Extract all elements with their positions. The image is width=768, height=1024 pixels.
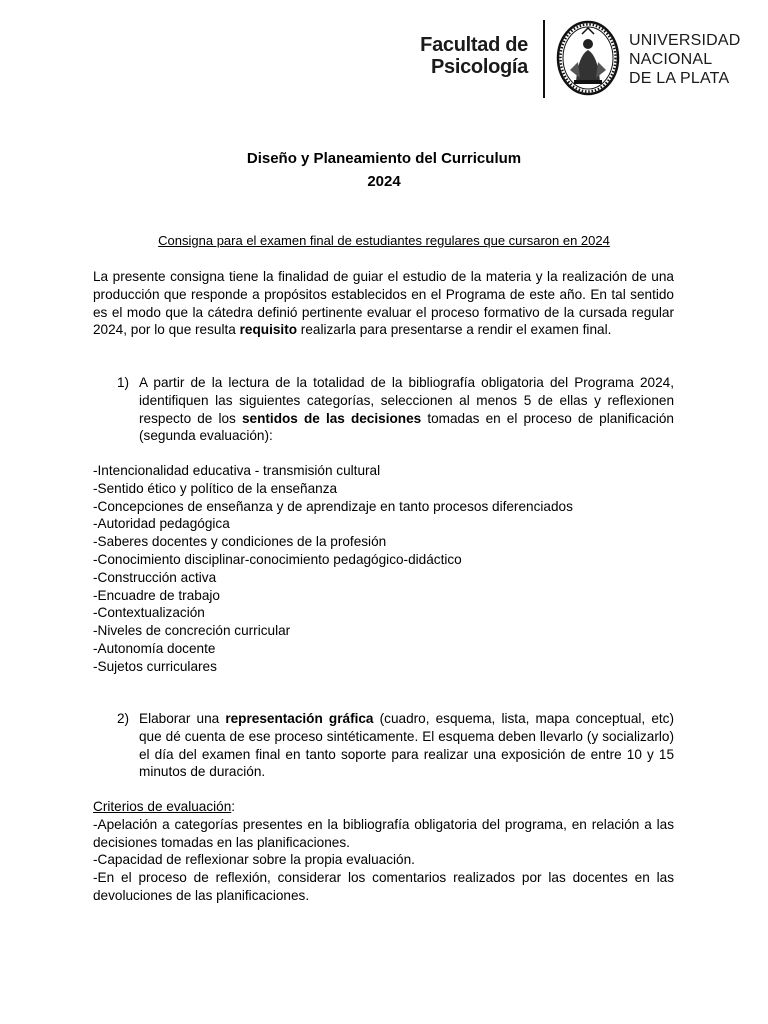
list-item: -Encuadre de trabajo [93, 587, 220, 603]
university-line-3: DE LA PLATA [629, 70, 730, 87]
list-item: -Sentido ético y político de la enseñanza [93, 480, 338, 496]
item-1-text-before: A partir de la lectura de la totalidad de la bibliografía obligatoria del Programa 2024, identifiquen las siguientes categorías, seleccionen al menos 5 de ellas y reflexionen respecto de los [139, 375, 674, 426]
list-item: -Contextualización [93, 605, 205, 621]
criteria-section [93, 798, 674, 905]
criteria-heading [93, 798, 674, 816]
university-line-2: NACIONAL [629, 51, 713, 68]
category-list [93, 462, 674, 676]
criteria-colon: : [231, 799, 236, 814]
item-2-number: 2) [117, 711, 130, 726]
item-2-bold: representación gráfica [225, 711, 374, 726]
list-item: -Sujetos curriculares [93, 658, 217, 674]
university-name [629, 31, 741, 88]
faculty-line-1: Facultad de [420, 34, 528, 56]
list-item: -Saberes docentes y condiciones de la profesión [93, 534, 387, 550]
criteria-title: Criterios de evaluación [93, 799, 232, 814]
header-divider [543, 20, 545, 98]
item-1-text [139, 374, 674, 445]
criteria-item: -Capacidad de reflexionar sobre la propia evaluación. [93, 852, 415, 868]
faculty-line-2: Psicología [430, 56, 528, 78]
criteria-item: -Apelación a categorías presentes en la bibliografía obligatoria del programa, en relación a las decisiones tomadas en las planificaciones. [93, 816, 674, 850]
intro-text-after: realizarla para presentarse a rendir el examen final. [297, 322, 612, 338]
item-1-number: 1) [117, 375, 130, 390]
university-seal-icon [556, 20, 620, 96]
document-title: Diseño y Planeamiento del Curriculum [246, 150, 522, 167]
item-2-text-after: (cuadro, esquema, lista, mapa conceptual, etc) que dé cuenta de ese proceso sintéticamente. El esquema deben llevarlo (y socializarlo) el día del examen final en tanto soporte para realizar una exposición de entre 10 y 15 minutos de duración. [139, 711, 674, 780]
consigna-heading: Consigna para el examen final de estudiantes regulares que cursaron en 2024 [158, 233, 610, 248]
list-item: -Autoridad pedagógica [93, 516, 230, 532]
item-1-text-after: tomadas en el proceso de planificación (segunda evaluación): [139, 410, 674, 444]
criteria-item: -En el proceso de reflexión, considerar los comentarios realizados por las docentes en las devoluciones de las planificaciones. [93, 870, 674, 903]
list-item: -Intencionalidad educativa - transmisión cultural [93, 463, 381, 478]
item-2-text [139, 710, 674, 781]
intro-paragraph [93, 268, 674, 339]
university-line-1: UNIVERSIDAD [629, 32, 741, 49]
list-item: -Conocimiento disciplinar-conocimiento pedagógico-didáctico [93, 551, 462, 567]
instruction-item-2 [117, 710, 674, 781]
intro-text-before: La presente consigna tiene la finalidad de guiar el estudio de la materia y la realización de una producción que responde a propósitos establecidos en el Programa de este año. En tal sentido es el modo que la cátedra definió pertinente evaluar el proceso formativo de la cursada regular 2024, por lo que resulta [93, 269, 674, 338]
item-2-text-before: Elaborar una [139, 711, 226, 726]
item-1-bold: sentidos de las decisiones [241, 410, 422, 426]
list-item: -Concepciones de enseñanza y de aprendizaje en tanto procesos diferenciados [93, 498, 573, 514]
instruction-item-1 [117, 374, 674, 445]
faculty-name [410, 34, 528, 78]
list-item: -Construcción activa [93, 569, 217, 585]
intro-bold-requisito: requisito [239, 322, 298, 338]
list-item: -Niveles de concreción curricular [93, 623, 291, 639]
list-item: -Autonomía docente [93, 640, 216, 656]
document-year: 2024 [367, 173, 401, 190]
